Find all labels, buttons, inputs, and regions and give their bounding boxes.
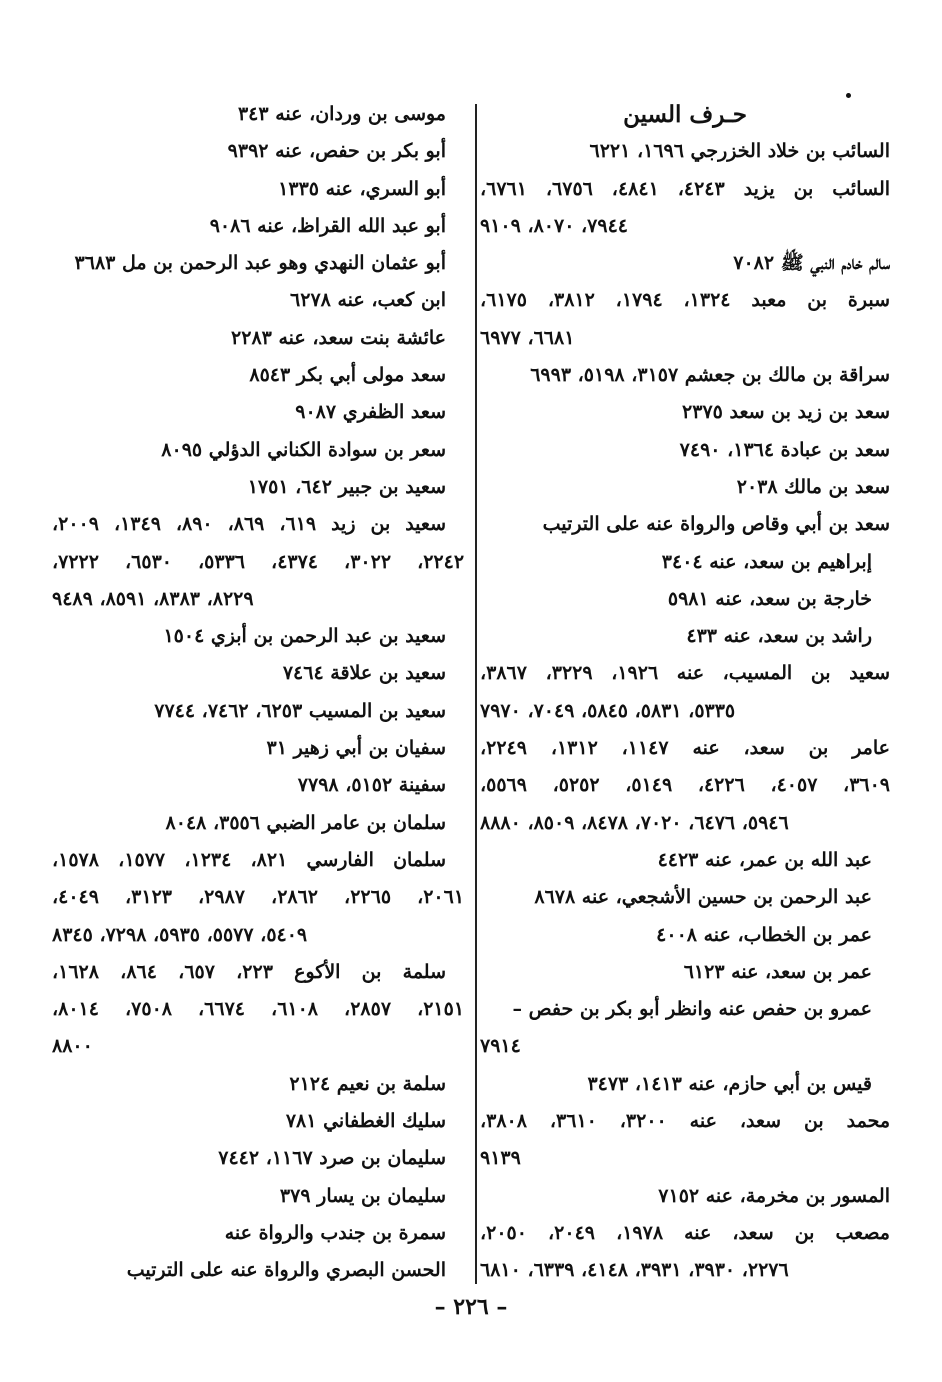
left-column-entry: ٢٢٤٢، ٣٠٢٢، ٤٣٧٤، ٥٣٣٦، ٦٥٣٠، ٧٢٢٢، [52,550,464,573]
right-column-entry: خارجة بن سعد، عنه ٥٩٨١ [667,587,872,610]
left-column-entry: ٥٤٠٩، ٥٥٧٧، ٥٩٣٥، ٧٢٩٨، ٨٣٤٥ [52,923,308,946]
left-column-entry: عائشة بنت سعد، عنه ٢٢٨٣ [231,326,446,349]
right-column-entry: عمرو بن حفص عنه وانظر أبو بكر بن حفص – [512,998,872,1021]
left-column-entry: سعيد بن عبد الرحمن بن أبزي ١٥٠٤ [163,625,446,648]
left-column-entry: سفينة ٥١٥٢، ٧٧٩٨ [297,774,446,797]
right-column-entry: سعد بن مالك ٢٠٣٨ [736,475,890,498]
left-column-entry: سفيان بن أبي زهير ٣١ [266,737,446,760]
left-column-entry: سلمان بن عامر الضبي ٣٥٥٦، ٨٠٤٨ [165,811,446,834]
left-column-entry: ابن كعب، عنه ٦٢٧٨ [290,289,446,312]
right-column-entry: سالم خادم النبي ﷺ ٧٠٨٢ [733,252,890,275]
right-column-entry: مصعب بن سعد، عنه ١٩٧٨، ٢٠٤٩، ٢٠٥٠، [480,1221,890,1244]
right-column-entry: عمر بن الخطاب، عنه ٤٠٠٨ [656,923,872,946]
right-column-entry: السائب بن خلاد الخزرجي ١٦٩٦، ٦٢٢١ [589,140,890,163]
left-column-entry: ٨٢٢٩، ٨٣٨٣، ٨٥٩١، ٩٤٨٩ [52,587,254,610]
right-column [480,96,890,1290]
left-column-entry: سليمان بن يسار ٣٧٩ [279,1184,446,1207]
left-column-entry: سلمان الفارسي ٨٢١، ١٢٣٤، ١٥٧٧، ١٥٧٨، [52,848,447,871]
left-column-entry: سمرة بن جندب والرواة عنه [224,1221,446,1244]
right-column-entry: ٦٦٨١، ٦٩٧٧ [480,326,575,349]
right-column-entry: محمد بن سعد، عنه ٣٢٠٠، ٣٦١٠، ٣٨٠٨، [480,1110,890,1133]
right-column-entry: سعد بن أبي وقاص والرواة عنه على الترتيب [542,513,890,536]
left-column-entry: أبو السري، عنه ١٣٣٥ [278,177,446,200]
right-column-entry: ٩١٣٩ [480,1147,521,1170]
left-column-entry: موسى بن وردان، عنه ٣٤٣ [237,103,446,125]
right-column-entry: ٧٩١٤ [480,1035,521,1058]
right-column-entry: حـرف السين [623,101,747,128]
left-column-entry: أبو عثمان النهدي وهو عبد الرحمن بن مل ٣٦٨٣ [74,252,446,275]
left-column-entry: ٢١٥١، ٢٨٥٧، ٦١٠٨، ٦٦٧٤، ٧٥٠٨، ٨٠١٤، [52,998,464,1021]
left-column-entry: الحسن البصري والرواة عنه على الترتيب [126,1259,446,1282]
right-column-entry: ٢٢٧٦، ٣٩٣٠، ٣٩٣١، ٤١٤٨، ٦٣٣٩، ٦٨١٠ [480,1259,789,1282]
right-column-entry: قيس بن أبي حازم، عنه ١٤١٣، ٣٤٧٣ [587,1072,872,1095]
right-column-entry: ٥٣٣٥، ٥٨٣١، ٥٨٤٥، ٧٠٤٩، ٧٩٧٠ [480,699,736,722]
right-column-entry: إبراهيم بن سعد، عنه ٣٤٠٤ [661,550,872,573]
left-column-entry: سعيد بن زيد ٦١٩، ٨٦٩، ٨٩٠، ١٣٤٩، ٢٠٠٩، [52,513,447,536]
right-column-entry: سعد بن زيد بن سعد ٢٣٧٥ [682,401,890,424]
right-column-entry: ٣٦٠٩، ٤٠٥٧، ٤٢٢٦، ٥١٤٩، ٥٢٥٢، ٥٥٦٩، [480,774,890,797]
left-column-entry: سعيد بن جبير ٦٤٢، ١٧٥١ [247,475,446,498]
right-column-entry: المسور بن مخرمة، عنه ٧١٥٢ [658,1184,890,1207]
left-column-entry: سعيد بن المسيب ٦٢٥٣، ٧٤٦٢، ٧٧٤٤ [154,699,446,722]
right-column-entry: عبد الرحمن بن حسين الأشجعي، عنه ٨٦٧٨ [534,886,872,909]
left-column-entry: سعد مولى أبي بكر ٨٥٤٣ [249,364,446,387]
right-column-entry: عبد الله بن عمر، عنه ٤٤٢٣ [657,848,872,871]
page-number: – ٢٢٦ – [434,1294,508,1320]
left-column-entry: سليك الغطفاني ٧٨١ [285,1110,446,1133]
column-divider [475,104,477,1284]
right-column-entry: راشد بن سعد، عنه ٤٣٣ [686,625,872,648]
left-column-entry: سلمة بن نعيم ٢١٢٤ [289,1072,446,1095]
left-column [52,96,464,1290]
left-column-entry: سعد الظفري ٩٠٨٧ [295,401,446,424]
right-column-entry: سعيد بن المسيب، عنه ١٩٢٦، ٣٢٢٩، ٣٨٦٧، [480,662,890,685]
left-column-entry: سعر بن سوادة الكناني الدؤلي ٨٠٩٥ [161,438,446,461]
left-column-entry: سلمة بن الأكوع ٢٢٣، ٦٥٧، ٨٦٤، ١٦٢٨، [52,960,447,983]
right-column-entry: ٧٩٤٤، ٨٠٧٠، ٩١٠٩ [480,214,628,237]
right-column-entry: سعد بن عبادة ١٣٦٤، ٧٤٩٠ [679,438,890,461]
left-column-entry: أبو عبد الله القراظ، عنه ٩٠٨٦ [209,214,446,237]
right-column-entry: عمر بن سعد، عنه ٦١٢٣ [683,960,872,983]
left-column-entry: ٨٨٠٠ [52,1035,93,1058]
left-column-entry: أبو بكر بن حفص، عنه ٩٣٩٢ [227,140,446,163]
left-column-entry: ٢٠٦١، ٢٢٦٥، ٢٨٦٢، ٢٩٨٧، ٣١٢٣، ٤٠٤٩، [52,886,464,909]
right-column-entry: عامر بن سعد، عنه ١١٤٧، ١٣١٢، ٢٢٤٩، [480,737,890,760]
left-column-entry: سعيد بن علاقة ٧٤٦٤ [282,662,446,685]
right-column-entry: سبرة بن معبد ١٣٢٤، ١٧٩٤، ٣٨١٢، ٦١٧٥، [480,289,890,312]
left-column-entry: سليمان بن صرد ١١٦٧، ٧٤٤٢ [218,1147,446,1170]
right-column-entry: ٥٩٤٦، ٦٤٧٦، ٧٠٢٠، ٨٤٧٨، ٨٥٠٩، ٨٨٨٠ [480,811,789,834]
right-column-entry: سراقة بن مالك بن جعشم ٣١٥٧، ٥١٩٨، ٦٩٩٣ [530,364,890,387]
right-column-entry: السائب بن يزيد ٤٢٤٣، ٤٨٤١، ٦٧٥٦، ٦٧٦١، [480,177,890,200]
